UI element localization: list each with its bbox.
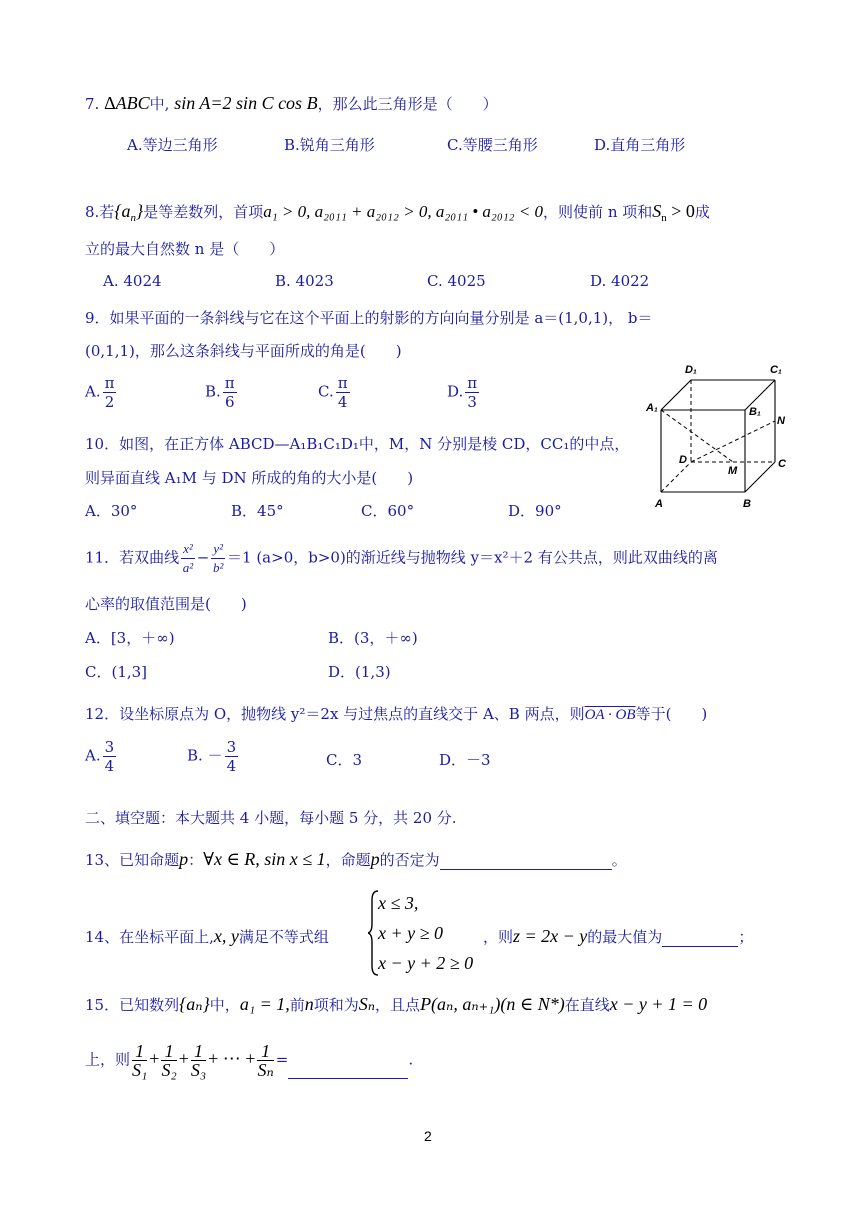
q7-equation: sin A=2 sin C cos B (174, 93, 318, 113)
q15-term-1 (132, 1042, 147, 1079)
q9-option-c-label: C. (318, 382, 334, 401)
q15-text-d: 项和为 (313, 996, 359, 1014)
q11-lead: 11．若双曲线 (85, 548, 180, 567)
q8-sn-sub: n (661, 212, 667, 224)
label-c: C (778, 458, 786, 470)
q8-sn: S (652, 201, 662, 221)
q14-objective: z = 2x − y (513, 926, 588, 946)
label-c1: C₁ (770, 364, 782, 376)
q11-frac-x-num: x² (181, 540, 195, 559)
q13-end: 。 (611, 851, 627, 869)
q13-colon: ： (188, 851, 204, 869)
q11-stem-line2: 心率的取值范围是( ) (85, 595, 247, 613)
q15-seq: {aₙ} (179, 994, 210, 1014)
q15-lead: 15．已知数列 (85, 996, 180, 1014)
q11-minus: − (196, 548, 210, 567)
q11-option-a: A．[3，＋∞) (85, 629, 175, 647)
q14-text-d: 的最大值为 (587, 928, 663, 946)
q11-option-c: C．(1,3] (85, 663, 148, 681)
label-m: M (728, 465, 738, 477)
q12-option-b-fraction (225, 738, 239, 775)
q11-rest: ＝1 (a>0，b>0)的渐近线与抛物线 y＝x²＋2 有公共点，则此双曲线的离 (227, 548, 718, 567)
edge-bc (745, 462, 775, 492)
q10-stem-line1: 10．如图，在正方体 ABCD—A₁B₁C₁D₁中，M，N 分别是棱 CD，CC₁的中点， (85, 435, 630, 453)
q14-stem-tail (483, 926, 753, 947)
q9-option-b-fraction (223, 374, 237, 411)
q7-option-d: D.直角三角形 (594, 136, 686, 154)
q13-p: p (179, 849, 189, 869)
q12-option-a-num: 3 (104, 738, 115, 756)
q12-option-b-num: 3 (226, 738, 237, 756)
q9-option-d (447, 374, 481, 411)
q7-abc: ABC (115, 93, 150, 113)
edge-ad-hidden (661, 462, 691, 492)
q8-sn-cond: > 0 (666, 201, 695, 221)
q14-ineq-1: x ≤ 3, (378, 893, 419, 913)
q12-tail: 等于( ) (635, 705, 708, 723)
q11-frac-y-num: y² (211, 540, 225, 559)
q9-option-a-den: 2 (104, 393, 115, 411)
q13-formula: ∀x ∈ R, sin x ≤ 1 (203, 849, 326, 869)
q9-option-a-num: π (104, 374, 115, 392)
q9-option-c-den: 4 (337, 393, 348, 411)
q14-end: ； (738, 928, 754, 946)
q15-n: n (304, 994, 314, 1014)
q15-term-1-den: S₁ (132, 1060, 148, 1080)
label-d: D (679, 454, 687, 466)
q15-ellipsis: + ⋯ + (208, 1048, 256, 1069)
q12-option-a-den: 4 (104, 757, 115, 775)
q8-seq (114, 201, 144, 224)
q8-seq-close: } (136, 201, 144, 221)
q15-text-e: ，且点 (375, 996, 421, 1014)
q12-option-b-den: 4 (226, 757, 237, 775)
q12-option-c: C．3 (326, 751, 363, 769)
q12-option-d: D．－3 (439, 751, 491, 769)
q15-term-n-num: 1 (257, 1042, 273, 1061)
q8-text-c: ，则使前 n 项和 (543, 203, 653, 221)
q9-option-d-num: π (467, 374, 478, 392)
q7-tail: ，那么此三角形是（ ） (317, 95, 498, 113)
q14-text-b: 满足不等式组 (238, 928, 329, 946)
q14-text-c: ，则 (483, 928, 514, 946)
q15-term-3-num: 1 (191, 1042, 206, 1061)
q9-option-b (205, 374, 239, 411)
q15-a1: a₁ = 1, (239, 994, 290, 1014)
q12-vector-product: OA · OB (584, 707, 636, 723)
q15-line: x − y + 1 = 0 (609, 994, 708, 1014)
q8-conditions: a₁ > 0, a₂₀₁₁ + a₂₀₁₂ > 0, a₂₀₁₁ • a₂₀₁₂ < 0 (263, 202, 544, 221)
q14-ineq-3: x − y + 2 ≥ 0 (378, 953, 474, 973)
q15-plus-2: + (178, 1048, 189, 1069)
q15-point: P(aₙ, aₙ₊₁)(n ∈ N*) (420, 994, 565, 1014)
q14-stem (85, 926, 329, 947)
q15-stem-line1 (85, 994, 707, 1015)
label-d1: D₁ (685, 364, 697, 376)
q9-option-a-label: A. (85, 382, 101, 401)
q9-option-c (318, 374, 352, 411)
q9-option-d-fraction (465, 374, 479, 411)
q9-option-d-label: D. (447, 382, 464, 401)
q11-option-d: D．(1,3) (328, 663, 391, 681)
q14-lead: 14、在坐标平面上, (85, 928, 214, 946)
q15-term-3 (191, 1042, 206, 1079)
q15-text-f: 在直线 (564, 996, 610, 1014)
q9-stem-line2: (0,1,1)，那么这条斜线与平面所成的角是( ) (85, 342, 402, 360)
q12-option-a-fraction (103, 738, 117, 775)
q9-option-a (85, 374, 118, 411)
q8-text-d: 成 (694, 203, 710, 221)
q15-end: . (408, 1050, 414, 1069)
q10-stem-line2: 则异面直线 A₁M 与 DN 所成的角的大小是( ) (85, 469, 414, 487)
q15-plus-1: + (149, 1048, 160, 1069)
segment-a1m-hidden (661, 410, 733, 462)
q15-stem-line2 (85, 1042, 413, 1079)
q8-seq-open: {a (114, 201, 131, 221)
q7-stem (85, 93, 498, 114)
q15-text-g: 上，则 (85, 1050, 131, 1069)
q7-option-a: A.等边三角形 (127, 136, 218, 154)
q8-option-c: C. 4025 (427, 272, 486, 290)
q15-term-3-den: S₃ (190, 1060, 207, 1080)
section-2-heading: 二、填空题：本大题共 4 小题，每小题 5 分，共 20 分. (85, 809, 457, 827)
edge-a1d1 (661, 380, 691, 410)
q11-frac-x-den: a² (182, 560, 194, 575)
cube-figure (645, 355, 795, 515)
q12-option-a-label: A. (85, 746, 101, 765)
q7-option-c: C.等腰三角形 (447, 136, 538, 154)
q12-option-a (85, 738, 118, 775)
q9-option-c-num: π (337, 374, 348, 392)
q12-option-b (187, 738, 240, 775)
q9-option-b-label: B. (205, 382, 221, 401)
page-number: 2 (424, 1128, 432, 1144)
q8-seq-sub: n (130, 212, 137, 224)
q11-stem-line1 (85, 540, 718, 577)
q15-term-2-num: 1 (161, 1042, 176, 1061)
q8-stem-line1 (85, 201, 710, 224)
label-b: B (743, 498, 751, 510)
q9-stem-line1: 9．如果平面的一条斜线与它在这个平面上的射影的方向向量分别是 a＝(1,0,1)， b＝ (85, 309, 653, 327)
q13-text-d: 的否定为 (379, 851, 440, 869)
q12-stem (85, 703, 707, 724)
q9-option-b-num: π (224, 374, 235, 392)
q9-option-d-den: 3 (467, 393, 477, 411)
q8-option-b: B. 4023 (275, 272, 334, 290)
q11-option-b: B．(3，＋∞) (328, 629, 418, 647)
q13-answer-blank[interactable] (440, 853, 612, 870)
q13-lead: 13、已知命题 (85, 851, 180, 869)
q15-answer-blank[interactable] (288, 1062, 408, 1079)
q9-option-a-fraction (103, 374, 117, 411)
q11-frac-y (211, 540, 225, 577)
q13-text-c: ，命题 (325, 851, 371, 869)
q15-sn: Sₙ (358, 994, 376, 1014)
q15-term-n-den: Sₙ (257, 1060, 274, 1080)
q7-number: 7. (85, 95, 105, 113)
q15-text-b: 中， (209, 996, 240, 1014)
q15-term-2 (161, 1042, 176, 1079)
q8-stem-line2: 立的最大自然数 n 是（ ） (85, 240, 285, 258)
q8-option-d: D. 4022 (590, 272, 650, 290)
q10-option-d: D．90° (508, 502, 562, 520)
q14-xy: x, y (213, 926, 239, 946)
q8-text-b: 是等差数列，首项 (143, 203, 264, 221)
label-n: N (777, 415, 785, 427)
segment-dn-hidden (691, 421, 775, 462)
q10-option-b: B．45° (231, 502, 284, 520)
q7-triangle-symbol: Δ (104, 93, 116, 113)
q13-p-2: p (370, 849, 380, 869)
q12-text: 12．设坐标原点为 O，抛物线 y²＝2x 与过焦点的直线交于 A、B 两点，则 (85, 705, 585, 723)
q15-text-c: 前 (289, 996, 305, 1014)
q8-number: 8.若 (85, 203, 115, 221)
q13-stem (85, 849, 627, 870)
q10-option-a: A．30° (85, 502, 138, 520)
q7-zh: 中, (149, 95, 170, 113)
q15-term-2-den: S₂ (161, 1060, 177, 1080)
q15-equals: = (275, 1050, 289, 1069)
q10-option-c: C．60° (361, 502, 415, 520)
q8-option-a: A. 4024 (103, 272, 162, 290)
label-a: A (655, 498, 663, 510)
q14-answer-blank[interactable] (662, 930, 738, 947)
label-a1: A₁ (646, 402, 658, 414)
q11-frac-x (181, 540, 195, 577)
q9-option-b-den: 6 (224, 393, 235, 411)
q14-ineq-2: x + y ≥ 0 (378, 923, 444, 943)
q15-term-n (257, 1042, 273, 1079)
label-b1: B₁ (749, 406, 761, 418)
q12-option-b-label: B. － (187, 746, 223, 765)
q11-frac-y-den: b² (212, 560, 224, 575)
q9-option-c-fraction (336, 374, 350, 411)
q7-option-b: B.锐角三角形 (284, 136, 375, 154)
q15-term-1-num: 1 (132, 1042, 147, 1061)
